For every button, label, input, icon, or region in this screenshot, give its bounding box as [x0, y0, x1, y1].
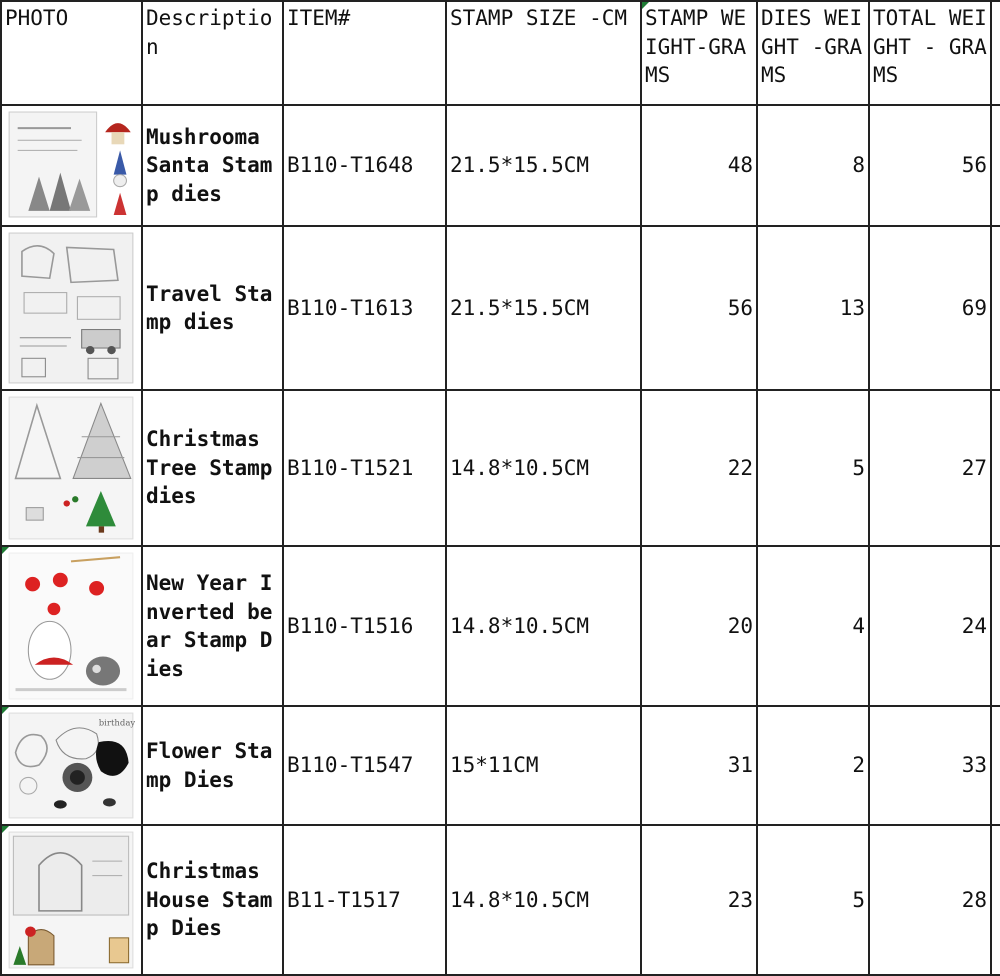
stamp-weight-cell[interactable]: 48	[641, 105, 757, 226]
dies-weight-cell[interactable]: 13	[757, 226, 869, 390]
header-stamp-weight[interactable]: STAMP WEIGHT-GRAMS	[641, 1, 757, 105]
svg-text:birthday: birthday	[98, 717, 135, 728]
header-dies-weight[interactable]: DIES WEIGHT -GRAMS	[757, 1, 869, 105]
flower-stamp-icon	[7, 711, 135, 820]
photo-cell[interactable]	[1, 706, 142, 825]
extra-cell[interactable]	[991, 105, 1000, 226]
dies-weight-cell[interactable]: 2	[757, 706, 869, 825]
table-row	[1, 390, 1000, 546]
stamp-size-cell[interactable]: 14.8*10.5CM	[446, 825, 641, 975]
table-row	[1, 546, 1000, 706]
total-weight-cell[interactable]: 24	[869, 546, 991, 706]
total-weight-cell[interactable]: 33	[869, 706, 991, 825]
table-row	[1, 226, 1000, 390]
extra-cell[interactable]	[991, 390, 1000, 546]
table-row	[1, 105, 1000, 226]
item-cell[interactable]: B110-T1516	[283, 546, 446, 706]
stamp-size-cell[interactable]: 14.8*10.5CM	[446, 546, 641, 706]
description-cell[interactable]: Christmas Tree Stamp dies	[142, 390, 283, 546]
stamp-size-cell[interactable]: 14.8*10.5CM	[446, 390, 641, 546]
item-cell[interactable]: B110-T1547	[283, 706, 446, 825]
description-cell[interactable]: Flower Stamp Dies	[142, 706, 283, 825]
description-cell[interactable]: Christmas House Stamp Dies	[142, 825, 283, 975]
dies-weight-cell[interactable]: 5	[757, 390, 869, 546]
table-row	[1, 825, 1000, 975]
header-description[interactable]: Description	[142, 1, 283, 105]
photo-cell[interactable]	[1, 546, 142, 706]
dies-weight-cell[interactable]: 4	[757, 546, 869, 706]
travel-stamp-icon	[7, 231, 135, 385]
total-weight-cell[interactable]: 56	[869, 105, 991, 226]
extra-cell[interactable]	[991, 546, 1000, 706]
stamp-weight-cell[interactable]: 23	[641, 825, 757, 975]
stamp-weight-cell[interactable]: 31	[641, 706, 757, 825]
item-cell[interactable]: B110-T1521	[283, 390, 446, 546]
stamp-size-cell[interactable]: 15*11CM	[446, 706, 641, 825]
photo-cell[interactable]	[1, 226, 142, 390]
table-row	[1, 706, 1000, 825]
photo-cell[interactable]	[1, 825, 142, 975]
extra-cell[interactable]	[991, 226, 1000, 390]
stamp-weight-cell[interactable]: 22	[641, 390, 757, 546]
total-weight-cell[interactable]: 27	[869, 390, 991, 546]
stamp-size-cell[interactable]: 21.5*15.5CM	[446, 226, 641, 390]
christmas-tree-icon	[7, 395, 135, 541]
header-extra[interactable]	[991, 1, 1000, 105]
extra-cell[interactable]	[991, 825, 1000, 975]
stamp-weight-cell[interactable]: 20	[641, 546, 757, 706]
house-stamp-icon	[7, 830, 135, 970]
item-cell[interactable]: B110-T1648	[283, 105, 446, 226]
header-stamp-size[interactable]: STAMP SIZE -CM	[446, 1, 641, 105]
dies-weight-cell[interactable]: 8	[757, 105, 869, 226]
header-photo[interactable]: PHOTO	[1, 1, 142, 105]
stamp-weight-cell[interactable]: 56	[641, 226, 757, 390]
extra-cell[interactable]	[991, 706, 1000, 825]
stamp-size-cell[interactable]: 21.5*15.5CM	[446, 105, 641, 226]
comment-marker	[642, 2, 649, 9]
photo-cell[interactable]	[1, 390, 142, 546]
bear-stamp-icon	[7, 551, 135, 701]
header-item[interactable]: ITEM#	[283, 1, 446, 105]
total-weight-cell[interactable]: 28	[869, 825, 991, 975]
gnome-stamp-icon	[7, 110, 135, 221]
description-cell[interactable]: New Year Inverted bear Stamp Dies	[142, 546, 283, 706]
header-total-weight[interactable]: TOTAL WEIGHT - GRAMS	[869, 1, 991, 105]
header-row	[1, 1, 1000, 105]
description-cell[interactable]: Travel Stamp dies	[142, 226, 283, 390]
description-cell[interactable]: Mushrooma Santa Stamp dies	[142, 105, 283, 226]
dies-weight-cell[interactable]: 5	[757, 825, 869, 975]
item-cell[interactable]: B11-T1517	[283, 825, 446, 975]
photo-cell[interactable]	[1, 105, 142, 226]
item-cell[interactable]: B110-T1613	[283, 226, 446, 390]
total-weight-cell[interactable]: 69	[869, 226, 991, 390]
